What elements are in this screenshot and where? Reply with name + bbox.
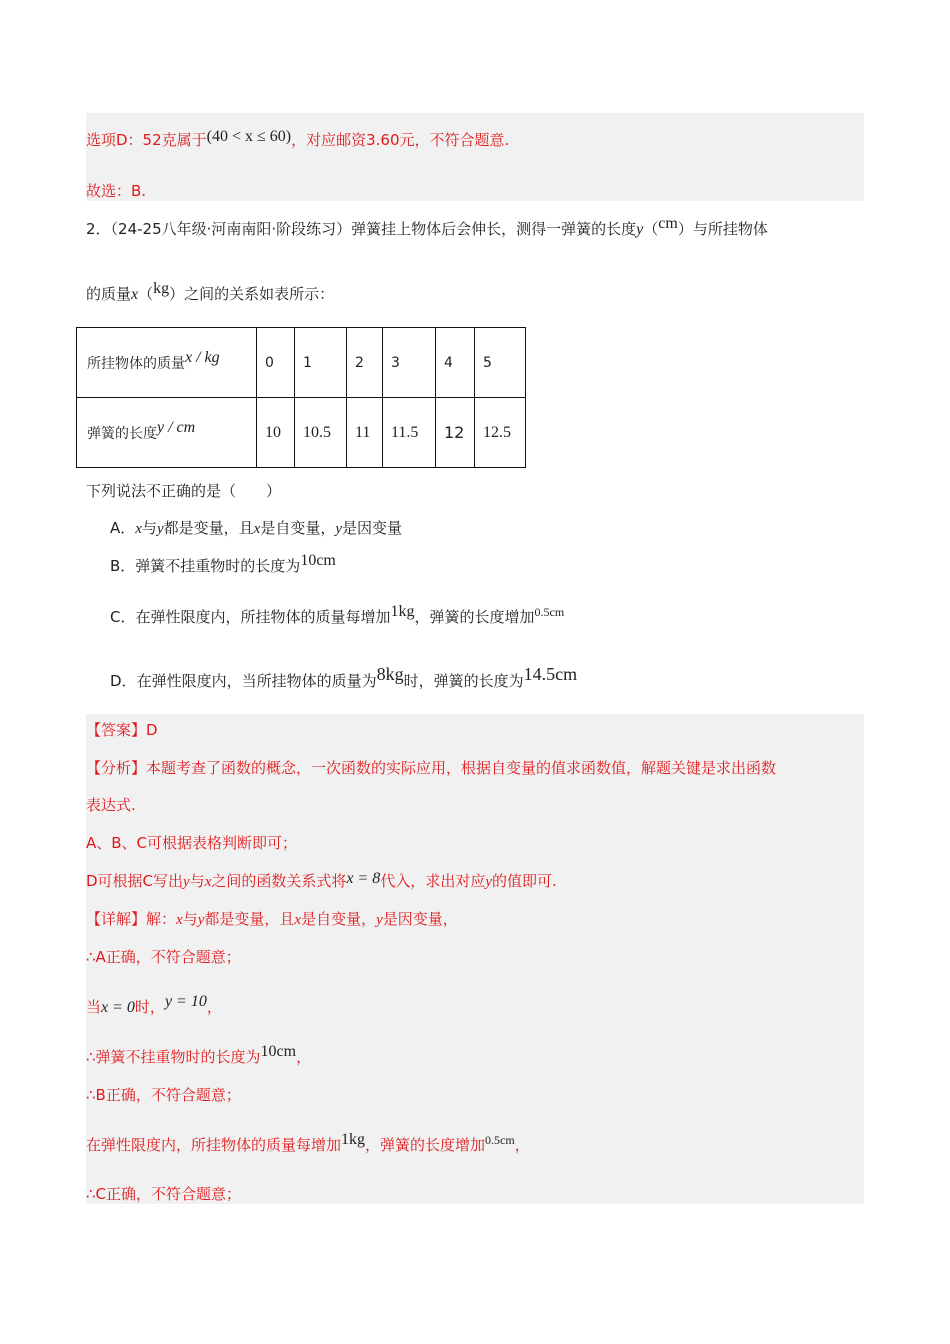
analysis-line-2: 表达式. — [86, 796, 136, 814]
analysis-line-1: 【分析】本题考查了函数的概念，一次函数的实际应用，根据自变量的值求函数值，解题关键是求出函数 — [86, 759, 777, 777]
question-prompt: 下列说法不正确的是（ ） — [86, 482, 282, 500]
table-header-length: 弹簧的长度y / cm — [77, 398, 257, 468]
solution-block-top — [86, 113, 864, 201]
a-correct-line: ∴A正确，不符合题意； — [86, 948, 241, 966]
table-cell: 1 — [295, 328, 347, 398]
question-stem-line2: 的质量x（kg）之间的关系如表所示： — [86, 280, 335, 303]
table-header-mass: 所挂物体的质量x / kg — [77, 328, 257, 398]
table-cell: 4 — [436, 328, 475, 398]
table-cell: 11 — [347, 398, 383, 468]
option-a: A．x与y都是变量，且x是自变量，y是因变量 — [110, 519, 403, 537]
table-cell: 12.5 — [475, 398, 526, 468]
option-b: B．弹簧不挂重物时的长度为10cm — [110, 552, 336, 575]
table-cell: 3 — [383, 328, 436, 398]
therefore-length-line: ∴弹簧不挂重物时的长度为10cm， — [86, 1043, 312, 1066]
c-correct-line: ∴C正确，不符合题意； — [86, 1185, 242, 1203]
table-cell: 11.5 — [383, 398, 436, 468]
table-cell: 5 — [475, 328, 526, 398]
table-cell: 10 — [257, 398, 295, 468]
mass-length-table — [76, 327, 526, 468]
elastic-line: 在弹性限度内，所挂物体的质量每增加1kg，弹簧的长度增加$^{0.5cm}$， — [86, 1131, 530, 1154]
option-c: C．在弹性限度内，所挂物体的质量每增加1kg，弹簧的长度增加$^{0.5cm}$ — [110, 603, 565, 626]
table-cell: 10.5 — [295, 398, 347, 468]
solution-option-d: 选项D：52克属于(40 < x ≤ 60)，对应邮资3.60元，不符合题意. — [86, 128, 510, 149]
detail-line: 【详解】解：x与y都是变量，且x是自变量，y是因变量， — [86, 910, 458, 928]
analysis-line-3: A、B、C可根据表格判断即可； — [86, 834, 298, 852]
solution-conclusion: 故选：B. — [86, 182, 147, 200]
answer-tag: 【答案】D — [86, 721, 158, 739]
table-cell: 0 — [257, 328, 295, 398]
when-line: 当x = 0时，y = 10， — [86, 993, 222, 1016]
b-correct-line: ∴B正确，不符合题意； — [86, 1086, 241, 1104]
table-cell: 12 — [436, 398, 475, 468]
option-d: D．在弹性限度内，当所挂物体的质量为8kg时，弹簧的长度为14.5cm — [110, 664, 578, 690]
table-cell: 2 — [347, 328, 383, 398]
analysis-line-4: D可根据C写出y与x之间的函数关系式将x = 8代入，求出对应y的值即可. — [86, 870, 557, 890]
table-row-length — [77, 398, 526, 468]
table-row-mass — [77, 328, 526, 398]
question-stem-line1: 2．（24-25八年级·河南南阳·阶段练习）弹簧挂上物体后会伸长，测得一弹簧的长度y（cm）与所挂物体 — [86, 215, 768, 238]
